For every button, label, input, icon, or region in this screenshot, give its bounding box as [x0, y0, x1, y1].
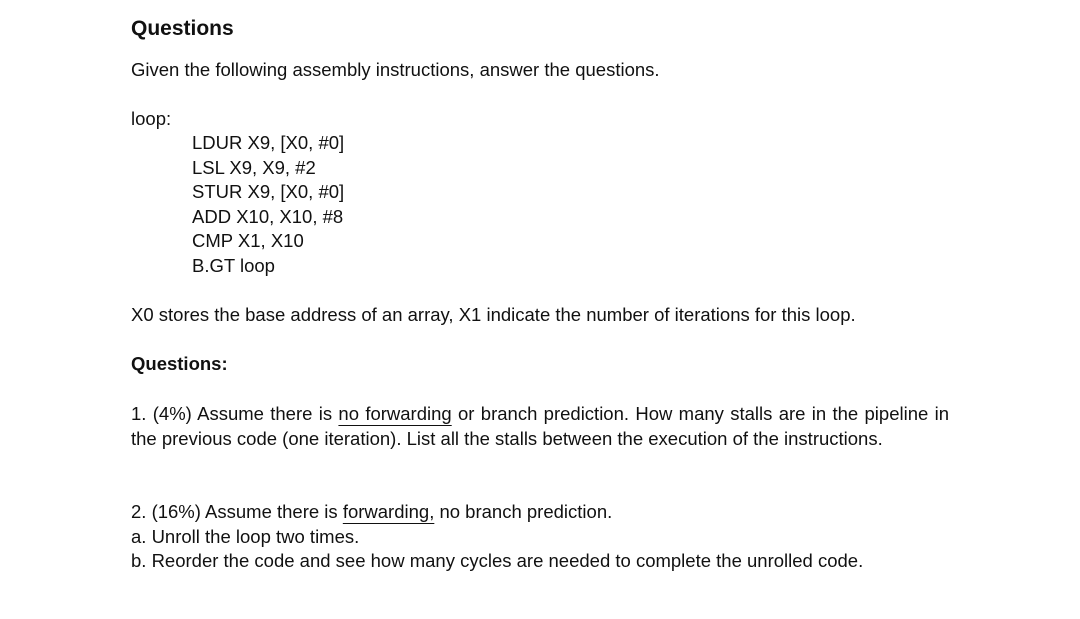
loop-label: loop:: [131, 108, 172, 129]
questions-heading: Questions:: [131, 353, 228, 374]
intro-text: Given the following assembly instructions, answer the questions.: [131, 59, 660, 80]
question-2: [131, 500, 949, 574]
page-title: Questions: [131, 17, 234, 40]
code-line: STUR X9, [X0, #0]: [192, 181, 345, 203]
code-line: B.GT loop: [192, 254, 275, 276]
code-line: ADD X10, X10, #8: [192, 205, 344, 227]
question-1-body: or branch prediction. How many stalls are in the pipeline in the previous code (one iteration). List all the stalls between the execution of the instructions.: [131, 403, 949, 449]
question-2-intro: 2. (16%) Assume there is: [131, 501, 343, 522]
question-1-intro: 1. (4%) Assume there is: [131, 403, 339, 424]
question-1: [131, 402, 949, 451]
description-text: X0 stores the base address of an array, X1 indicate the number of iterations for this loop.: [131, 304, 856, 325]
question-2-prompt: [131, 500, 949, 525]
question-2-emphasis: forwarding,: [342, 501, 435, 522]
question-2-body: no branch prediction.: [434, 501, 613, 522]
code-line: LDUR X9, [X0, #0]: [192, 132, 345, 153]
code-line: LSL X9, X9, #2: [192, 156, 316, 178]
question-1-emphasis: no forwarding: [338, 403, 452, 424]
question-2b: b. Reorder the code and see how many cycles are needed to complete the unrolled code.: [131, 550, 864, 571]
code-block: [192, 131, 344, 279]
question-2a: a. Unroll the loop two times.: [131, 525, 360, 547]
code-line: CMP X1, X10: [192, 230, 304, 252]
